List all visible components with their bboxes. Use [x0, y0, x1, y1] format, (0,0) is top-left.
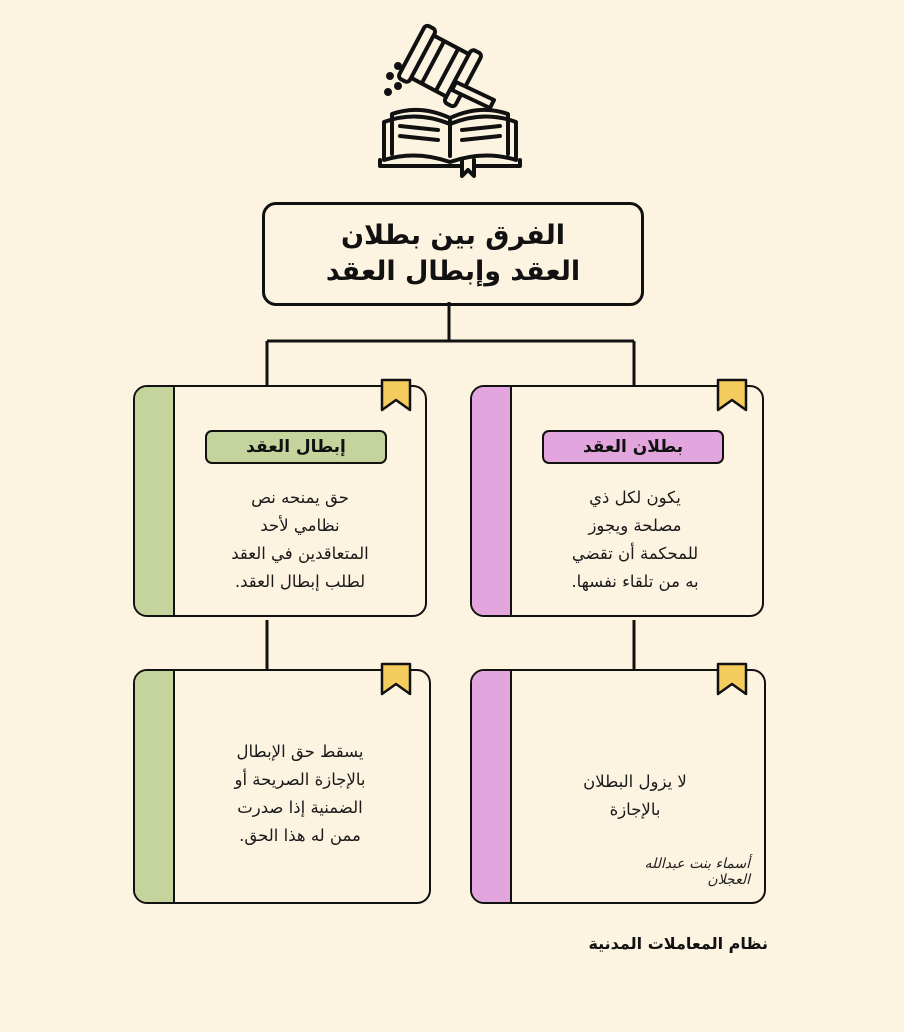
annulment-ratification-text: يسقط حق الإبطال بالإجازة الصريحة أو الضمنية إذا صدرت ممن له هذا الحق. — [234, 742, 366, 845]
title-line-1: الفرق بين بطلان — [341, 220, 566, 251]
bookmark-icon — [716, 378, 748, 414]
nullity-definition-text: يكون لكل ذي مصلحة ويجوز للمحكمة أن تقضي به من تلقاء نفسها. — [571, 488, 699, 591]
card-strip — [135, 671, 175, 902]
title-line-2: العقد وإبطال العقد — [325, 256, 581, 287]
annulment-definition-text: حق يمنحه نص نظامي لأحد المتعاقدين في العقد لطلب إبطال العقد. — [231, 488, 369, 591]
footer-source: نظام المعاملات المدنية — [588, 934, 768, 953]
bookmark-icon — [380, 378, 412, 414]
bookmark-icon — [716, 662, 748, 698]
card-strip — [472, 671, 512, 902]
nullity-label: بطلان العقد — [542, 430, 724, 464]
author-signature: أسماء بنت عبدالله العجلان — [644, 856, 750, 888]
card-strip — [135, 387, 175, 615]
bookmark-icon — [380, 662, 412, 698]
annulment-label: إبطال العقد — [205, 430, 387, 464]
card-strip — [472, 387, 512, 615]
nullity-ratification-text: لا يزول البطلان بالإجازة — [583, 772, 687, 819]
